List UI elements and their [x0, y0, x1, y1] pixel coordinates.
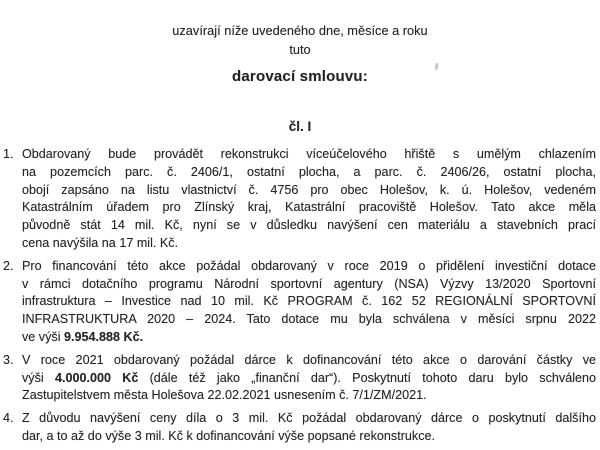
clause-number: 1. — [3, 147, 14, 161]
bold-amount-text: 4.000.000 Kč — [54, 370, 139, 385]
clause-line — [22, 428, 596, 446]
text-segment: INFRASTRUKTURA 2020 – 2024. Tato dotace mu byla schválena v měsíci srpnu 2022 — [22, 312, 596, 327]
clause-line — [22, 311, 596, 329]
text-segment: Zastupitelstvem města Holešova 22.02.2021 usnesením č. 7/1/ZM/2021. — [22, 388, 427, 403]
clause-line — [22, 217, 596, 235]
intro-line-2: tuto — [289, 42, 311, 57]
clause-number: 2. — [3, 258, 14, 273]
text-segment: obojí zapsáno na listu vlastnictví č. 4756 pro obec Holešov, k. ú. Holešov, vedeném — [22, 182, 596, 197]
clause-list — [3, 146, 596, 450]
text-segment: Pro financování této akce požádal obdarovaný v roce 2019 o přidělení investiční dotace — [22, 258, 596, 273]
clause-number: 3. — [3, 352, 14, 367]
clause-line — [22, 146, 596, 164]
text-segment: Obdarovaný bude provádět rekonstrukci víceúčelového hřiště s umělým chlazením — [22, 147, 596, 161]
clause-line — [22, 293, 596, 311]
text-segment: Katastrálním úřadem pro Zlínský kraj, Katastrální pracoviště Holešov. Tato akce měla — [22, 200, 596, 215]
clause-line — [22, 370, 596, 388]
clause-line — [22, 164, 596, 182]
intro-line-1: uzavírají níže uvedeného dne, měsíce a roku — [172, 23, 428, 38]
clause-line — [22, 182, 596, 200]
text-segment: V roce 2021 obdarovaný požádal dárce k dofinancování této akce o darování částky ve — [22, 352, 596, 367]
contract-title: darovací smlouvu: — [232, 68, 368, 85]
clause-line — [22, 258, 596, 276]
clause-line — [22, 276, 596, 294]
clause-item — [3, 410, 596, 446]
clause-line — [22, 329, 596, 347]
text-segment: Z důvodu navýšení ceny díla o 3 mil. Kč požádal obdarovaný dárce o poskytnutí dalšího — [22, 411, 596, 426]
text-segment: v rámci dotačního programu Národní sportovní agentury (NSA) Výzvy 13/2020 Sportovní — [22, 276, 596, 291]
text-segment: cena navýšila na 17 mil. Kč. — [22, 235, 179, 250]
bold-amount-text: 9.954.888 Kč. — [64, 329, 144, 344]
text-segment: výši — [22, 370, 55, 385]
clause-line — [22, 235, 596, 253]
clause-item — [3, 352, 596, 405]
text-segment: infrastruktura – Investice nad 10 mil. Kč PROGRAM č. 162 52 REGIONÁLNÍ SPORTOVNÍ — [22, 294, 596, 309]
clause-item — [3, 258, 596, 347]
clause-item — [3, 146, 596, 253]
clause-line — [22, 387, 596, 405]
clause-number: 4. — [3, 411, 14, 426]
text-segment: dar, a to až do výše 3 mil. Kč k dofinancování výše popsané rekonstrukce. — [22, 428, 436, 443]
text-segment: na pozemcích parc. č. 2406/1, ostatní plocha, a parc. č. 2406/26, ostatní plocha, — [22, 164, 596, 179]
article-heading: čl. I — [288, 119, 312, 134]
text-segment: původně stát 14 mil. Kč, nyní se v důsledku navýšení cen materiálu a stavebních prací — [22, 218, 596, 233]
clause-line — [22, 352, 596, 370]
clause-line — [22, 410, 596, 428]
text-segment: ve výši — [22, 329, 64, 344]
clause-line — [22, 199, 596, 217]
text-segment: (dále též jako „finanční dar“). Poskytnutí tohoto daru bylo schváleno — [138, 370, 597, 385]
